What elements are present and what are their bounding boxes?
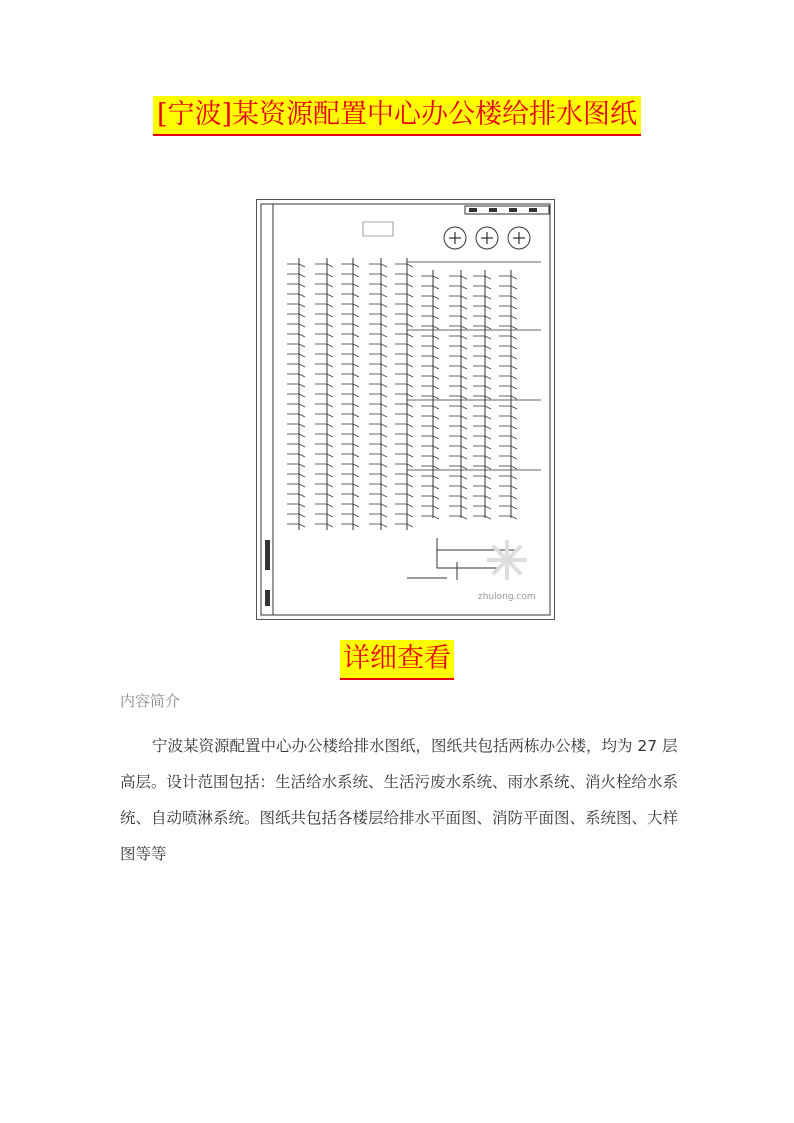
- branch-pipe: [341, 434, 359, 437]
- branch-pipe: [341, 344, 359, 347]
- branch-pipe: [449, 286, 467, 289]
- branch-pipe: [421, 366, 439, 369]
- branch-pipe: [421, 436, 439, 439]
- branch-pipe: [315, 434, 333, 437]
- branch-pipe: [341, 384, 359, 387]
- branch-pipe: [315, 504, 333, 507]
- branch-pipe: [395, 474, 413, 477]
- branch-pipe: [421, 416, 439, 419]
- branch-pipe: [287, 414, 305, 417]
- branch-pipe: [341, 444, 359, 447]
- branch-pipe: [315, 394, 333, 397]
- branch-pipe: [421, 346, 439, 349]
- branch-pipe: [287, 494, 305, 497]
- branch-pipe: [449, 356, 467, 359]
- branch-pipe: [287, 374, 305, 377]
- branch-pipe: [499, 416, 517, 419]
- title-container: [0, 96, 794, 136]
- branch-pipe: [369, 414, 387, 417]
- branch-pipe: [341, 334, 359, 337]
- branch-pipe: [287, 364, 305, 367]
- branch-pipe: [369, 294, 387, 297]
- branch-pipe: [421, 466, 439, 469]
- branch-pipe: [315, 304, 333, 307]
- branch-pipe: [315, 314, 333, 317]
- branch-pipe: [499, 496, 517, 499]
- branch-pipe: [341, 374, 359, 377]
- branch-pipe: [341, 394, 359, 397]
- branch-pipe: [449, 496, 467, 499]
- branch-pipe: [473, 396, 491, 399]
- branch-pipe: [421, 506, 439, 509]
- branch-pipe: [315, 524, 333, 527]
- branch-pipe: [369, 274, 387, 277]
- branch-pipe: [341, 354, 359, 357]
- branch-pipe: [395, 274, 413, 277]
- branch-pipe: [395, 524, 413, 527]
- branch-pipe: [287, 434, 305, 437]
- branch-pipe: [341, 404, 359, 407]
- branch-pipe: [287, 294, 305, 297]
- branch-pipe: [499, 396, 517, 399]
- branch-pipe: [287, 524, 305, 527]
- branch-pipe: [287, 314, 305, 317]
- branch-pipe: [287, 504, 305, 507]
- branch-pipe: [395, 334, 413, 337]
- branch-pipe: [341, 494, 359, 497]
- branch-pipe: [473, 386, 491, 389]
- branch-pipe: [449, 486, 467, 489]
- branch-pipe: [499, 306, 517, 309]
- branch-pipe: [473, 436, 491, 439]
- branch-pipe: [421, 326, 439, 329]
- branch-pipe: [449, 276, 467, 279]
- branch-pipe: [287, 354, 305, 357]
- branch-pipe: [369, 424, 387, 427]
- branch-pipe: [395, 504, 413, 507]
- branch-pipe: [449, 316, 467, 319]
- branch-pipe: [499, 516, 517, 519]
- branch-pipe: [473, 296, 491, 299]
- section-label: 内容简介: [120, 692, 181, 710]
- branch-pipe: [395, 354, 413, 357]
- branch-pipe: [499, 336, 517, 339]
- branch-pipe: [315, 424, 333, 427]
- branch-pipe: [421, 476, 439, 479]
- branch-pipe: [341, 464, 359, 467]
- branch-pipe: [421, 426, 439, 429]
- branch-pipe: [421, 406, 439, 409]
- branch-pipe: [315, 474, 333, 477]
- branch-pipe: [499, 456, 517, 459]
- branch-pipe: [499, 376, 517, 379]
- branch-pipe: [421, 276, 439, 279]
- branch-pipe: [369, 324, 387, 327]
- branch-pipe: [369, 284, 387, 287]
- branch-pipe: [369, 484, 387, 487]
- branch-pipe: [449, 376, 467, 379]
- branch-pipe: [315, 484, 333, 487]
- branch-pipe: [449, 446, 467, 449]
- branch-pipe: [315, 464, 333, 467]
- branch-pipe: [287, 474, 305, 477]
- branch-pipe: [395, 324, 413, 327]
- branch-pipe: [369, 364, 387, 367]
- branch-pipe: [287, 464, 305, 467]
- branch-pipe: [369, 434, 387, 437]
- branch-pipe: [341, 414, 359, 417]
- pipe-system-diagram-icon: [257, 200, 554, 619]
- branch-pipe: [369, 384, 387, 387]
- branch-pipe: [369, 404, 387, 407]
- branch-pipe: [473, 456, 491, 459]
- branch-pipe: [421, 306, 439, 309]
- branch-pipe: [341, 524, 359, 527]
- branch-pipe: [449, 306, 467, 309]
- branch-pipe: [315, 364, 333, 367]
- watermark-emblem: [493, 546, 507, 560]
- branch-pipe: [473, 506, 491, 509]
- branch-pipe: [395, 424, 413, 427]
- branch-pipe: [395, 494, 413, 497]
- branch-pipe: [315, 374, 333, 377]
- branch-pipe: [287, 324, 305, 327]
- branch-pipe: [395, 304, 413, 307]
- branch-pipe: [395, 464, 413, 467]
- branch-pipe: [395, 344, 413, 347]
- branch-pipe: [473, 406, 491, 409]
- branch-pipe: [395, 454, 413, 457]
- drawing-preview[interactable]: [256, 199, 555, 620]
- branch-pipe: [287, 484, 305, 487]
- branch-pipe: [369, 394, 387, 397]
- branch-pipe: [287, 384, 305, 387]
- branch-pipe: [341, 304, 359, 307]
- branch-pipe: [341, 284, 359, 287]
- margin-mark: [265, 540, 270, 570]
- branch-pipe: [369, 504, 387, 507]
- branch-pipe: [473, 286, 491, 289]
- branch-pipe: [499, 356, 517, 359]
- note-block: [363, 222, 393, 236]
- branch-pipe: [499, 446, 517, 449]
- branch-pipe: [287, 424, 305, 427]
- branch-pipe: [449, 416, 467, 419]
- branch-pipe: [369, 474, 387, 477]
- branch-pipe: [421, 396, 439, 399]
- branch-pipe: [395, 284, 413, 287]
- branch-pipe: [287, 404, 305, 407]
- branch-pipe: [315, 404, 333, 407]
- branch-pipe: [449, 426, 467, 429]
- branch-pipe: [421, 286, 439, 289]
- branch-pipe: [499, 326, 517, 329]
- branch-pipe: [499, 466, 517, 469]
- branch-pipe: [421, 446, 439, 449]
- description-paragraph: 宁波某资源配置中心办公楼给排水图纸，图纸共包括两栋办公楼，均为 27 层高层。设计范围包括：生活给水系统、生活污废水系统、雨水系统、消火栓给水系统、自动喷淋系统。图纸共包括各楼层给排水平面图、消防平面图、系统图、大样图等等: [120, 737, 679, 863]
- branch-pipe: [473, 276, 491, 279]
- branch-pipe: [341, 324, 359, 327]
- branch-pipe: [395, 314, 413, 317]
- watermark-emblem: [493, 560, 507, 574]
- branch-pipe: [315, 324, 333, 327]
- branch-pipe: [421, 456, 439, 459]
- branch-pipe: [341, 274, 359, 277]
- branch-pipe: [369, 444, 387, 447]
- branch-pipe: [449, 366, 467, 369]
- branch-pipe: [449, 476, 467, 479]
- branch-pipe: [369, 304, 387, 307]
- branch-pipe: [449, 346, 467, 349]
- branch-pipe: [473, 336, 491, 339]
- branch-pipe: [499, 286, 517, 289]
- branch-pipe: [341, 314, 359, 317]
- branch-pipe: [395, 514, 413, 517]
- branch-pipe: [449, 326, 467, 329]
- title-block-cell: [509, 208, 517, 212]
- branch-pipe: [287, 394, 305, 397]
- watermark-emblem: [507, 560, 521, 574]
- branch-pipe: [395, 374, 413, 377]
- branch-pipe: [499, 406, 517, 409]
- branch-pipe: [499, 386, 517, 389]
- branch-pipe: [315, 274, 333, 277]
- branch-pipe: [449, 296, 467, 299]
- branch-pipe: [395, 434, 413, 437]
- detail-container: [0, 640, 794, 680]
- branch-pipe: [369, 344, 387, 347]
- branch-pipe: [315, 344, 333, 347]
- branch-pipe: [421, 296, 439, 299]
- page-title: [宁波]某资源配置中心办公楼给排水图纸: [153, 96, 641, 136]
- branch-pipe: [315, 514, 333, 517]
- branch-pipe: [369, 454, 387, 457]
- branch-pipe: [449, 386, 467, 389]
- branch-pipe: [473, 376, 491, 379]
- branch-pipe: [341, 484, 359, 487]
- branch-pipe: [421, 386, 439, 389]
- branch-pipe: [449, 436, 467, 439]
- branch-pipe: [369, 524, 387, 527]
- branch-pipe: [421, 496, 439, 499]
- branch-pipe: [287, 284, 305, 287]
- branch-pipe: [287, 444, 305, 447]
- branch-pipe: [315, 334, 333, 337]
- branch-pipe: [369, 264, 387, 267]
- branch-pipe: [499, 476, 517, 479]
- legend-mark: [449, 232, 461, 244]
- branch-pipe: [421, 336, 439, 339]
- branch-pipe: [395, 444, 413, 447]
- branch-pipe: [473, 346, 491, 349]
- branch-pipe: [315, 414, 333, 417]
- branch-pipe: [395, 404, 413, 407]
- branch-pipe: [369, 514, 387, 517]
- branch-pipe: [315, 384, 333, 387]
- branch-pipe: [449, 396, 467, 399]
- branch-pipe: [499, 366, 517, 369]
- branch-pipe: [395, 294, 413, 297]
- branch-pipe: [315, 354, 333, 357]
- branch-pipe: [315, 494, 333, 497]
- branch-pipe: [341, 504, 359, 507]
- title-block-cell: [489, 208, 497, 212]
- branch-pipe: [473, 496, 491, 499]
- branch-pipe: [499, 276, 517, 279]
- branch-pipe: [287, 274, 305, 277]
- branch-pipe: [421, 316, 439, 319]
- branch-pipe: [473, 486, 491, 489]
- branch-pipe: [369, 494, 387, 497]
- branch-pipe: [473, 306, 491, 309]
- branch-pipe: [473, 516, 491, 519]
- detail-link[interactable]: 详细查看: [340, 640, 454, 680]
- legend-mark: [481, 232, 493, 244]
- branch-pipe: [341, 264, 359, 267]
- branch-pipe: [315, 294, 333, 297]
- branch-pipe: [395, 264, 413, 267]
- branch-pipe: [315, 444, 333, 447]
- branch-pipe: [473, 446, 491, 449]
- branch-pipe: [287, 304, 305, 307]
- branch-pipe: [341, 294, 359, 297]
- branch-pipe: [369, 464, 387, 467]
- branch-pipe: [473, 366, 491, 369]
- branch-pipe: [421, 356, 439, 359]
- branch-pipe: [449, 466, 467, 469]
- title-block-cell: [469, 208, 477, 212]
- branch-pipe: [499, 506, 517, 509]
- branch-pipe: [421, 486, 439, 489]
- branch-pipe: [473, 356, 491, 359]
- branch-pipe: [449, 456, 467, 459]
- branch-pipe: [473, 466, 491, 469]
- branch-pipe: [449, 516, 467, 519]
- branch-pipe: [315, 264, 333, 267]
- branch-pipe: [341, 514, 359, 517]
- watermark-emblem: [507, 546, 521, 560]
- branch-pipe: [369, 354, 387, 357]
- title-block-cell: [529, 208, 537, 212]
- branch-pipe: [287, 514, 305, 517]
- watermark: zhulong.com: [478, 592, 536, 602]
- branch-pipe: [473, 326, 491, 329]
- branch-pipe: [341, 424, 359, 427]
- branch-pipe: [395, 414, 413, 417]
- branch-pipe: [287, 334, 305, 337]
- branch-pipe: [341, 364, 359, 367]
- branch-pipe: [315, 284, 333, 287]
- branch-pipe: [315, 454, 333, 457]
- branch-pipe: [395, 364, 413, 367]
- branch-pipe: [369, 314, 387, 317]
- branch-pipe: [395, 384, 413, 387]
- branch-pipe: [449, 506, 467, 509]
- branch-pipe: [421, 376, 439, 379]
- branch-pipe: [369, 334, 387, 337]
- branch-pipe: [287, 264, 305, 267]
- branch-pipe: [395, 394, 413, 397]
- branch-pipe: [449, 336, 467, 339]
- branch-pipe: [341, 454, 359, 457]
- branch-pipe: [395, 484, 413, 487]
- branch-pipe: [449, 406, 467, 409]
- branch-pipe: [499, 316, 517, 319]
- branch-pipe: [287, 454, 305, 457]
- branch-pipe: [341, 474, 359, 477]
- branch-pipe: [499, 346, 517, 349]
- branch-pipe: [499, 486, 517, 489]
- branch-pipe: [499, 426, 517, 429]
- branch-pipe: [473, 476, 491, 479]
- legend-mark: [513, 232, 525, 244]
- branch-pipe: [369, 374, 387, 377]
- branch-pipe: [473, 316, 491, 319]
- branch-pipe: [421, 516, 439, 519]
- branch-pipe: [473, 416, 491, 419]
- margin-mark: [265, 590, 270, 606]
- branch-pipe: [499, 296, 517, 299]
- branch-pipe: [287, 344, 305, 347]
- branch-pipe: [499, 436, 517, 439]
- branch-pipe: [473, 426, 491, 429]
